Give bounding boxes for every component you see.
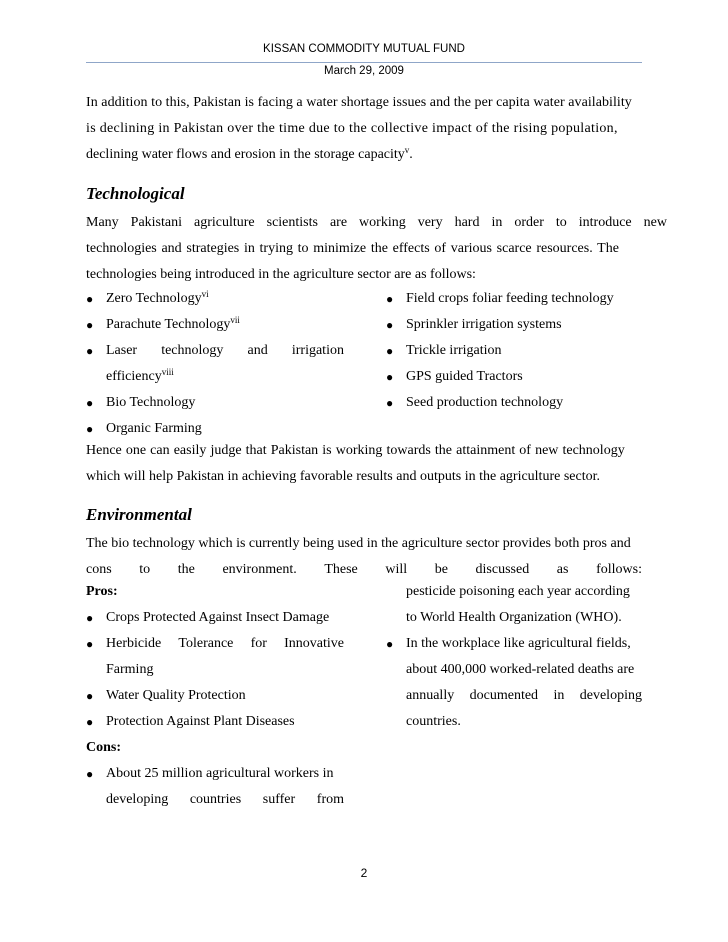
pros-cons-left-column — [86, 579, 344, 813]
tech-line-text: technologies being introduced in the agriculture sector are as follows: — [86, 267, 476, 282]
list-item-text: In the workplace like agricultural fields, — [406, 636, 631, 651]
list-item-continuation — [386, 709, 642, 735]
list-item-text: Crops Protected Against Insect Damage — [106, 610, 330, 625]
list-item-text: Bio Technology — [106, 395, 196, 410]
technology-conclusion — [86, 438, 642, 490]
list-item-text: GPS guided Tractors — [406, 369, 523, 384]
list-item-text: Parachute Technology — [106, 317, 231, 332]
cons-label: Cons: — [86, 740, 122, 755]
list-item-continuation — [386, 579, 642, 605]
list-item — [86, 390, 344, 416]
technology-list-right — [386, 286, 642, 416]
list-item-text: Field crops foliar feeding technology — [406, 291, 614, 306]
list-word: documented — [469, 688, 539, 703]
intro-line-text: declining water flows and erosion in the storage capacity — [86, 147, 405, 162]
list-item — [86, 683, 344, 709]
list-word: technology — [161, 343, 224, 358]
list-item-continuation — [86, 364, 344, 390]
list-item-text: Protection Against Plant Diseases — [106, 714, 295, 729]
list-item — [86, 286, 344, 312]
env-word: the — [177, 562, 195, 577]
list-word: and — [247, 343, 268, 358]
list-item-text: Seed production technology — [406, 395, 564, 410]
tech-line-text: Many Pakistani agriculture scientists are working very hard in order to introduce new — [86, 215, 667, 230]
bullet-icon: ● — [386, 292, 394, 306]
list-item-continuation — [386, 605, 642, 631]
intro-line — [86, 116, 642, 142]
list-item — [386, 286, 642, 312]
conclusion-line-text: Hence one can easily judge that Pakistan is working towards the attainment of new technology — [86, 443, 625, 458]
environmental-paragraph — [86, 531, 642, 583]
list-item-text: pesticide poisoning each year according — [406, 584, 630, 599]
list-item-text: Organic Farming — [106, 421, 202, 436]
bullet-icon: ● — [86, 422, 94, 436]
env-word: follows: — [596, 562, 642, 577]
env-word: will — [385, 562, 408, 577]
list-word: Laser — [106, 343, 138, 358]
tech-line — [86, 262, 642, 288]
env-word: environment. — [222, 562, 297, 577]
tech-line — [86, 236, 642, 262]
header-title: KISSAN COMMODITY MUTUAL FUND — [263, 43, 465, 55]
list-item-text: Water Quality Protection — [106, 688, 246, 703]
list-item — [386, 364, 642, 390]
env-word: be — [434, 562, 448, 577]
bullet-icon: ● — [386, 637, 394, 651]
list-item-continuation — [386, 657, 642, 683]
section-heading-technological: Technological — [86, 184, 185, 203]
footnote-ref: viii — [161, 367, 174, 377]
bullet-icon: ● — [386, 344, 394, 358]
bullet-icon: ● — [386, 396, 394, 410]
bullet-icon: ● — [86, 292, 94, 306]
list-word: developing — [579, 688, 642, 703]
footnote-ref: v — [404, 145, 410, 155]
list-word: in — [553, 688, 565, 703]
tech-line-text: technologies and strategies in trying to minimize the effects of various scarce resources. The — [86, 241, 619, 256]
bullet-icon: ● — [86, 611, 94, 625]
env-word: These — [324, 562, 358, 577]
env-word: discussed — [475, 562, 530, 577]
list-word: annually — [406, 688, 455, 703]
env-word: to — [139, 562, 151, 577]
conclusion-line-text: which will help Pakistan in achieving favorable results and outputs in the agriculture sector. — [86, 469, 600, 484]
list-word: from — [316, 792, 344, 807]
page-number: 2 — [360, 866, 368, 880]
list-item — [86, 312, 344, 338]
list-word: developing — [106, 792, 169, 807]
bullet-icon: ● — [386, 370, 394, 384]
technology-list-left — [86, 286, 344, 442]
list-item-text: About 25 million agricultural workers in — [106, 766, 334, 781]
list-item — [86, 709, 344, 735]
intro-line-text: In addition to this, Pakistan is facing a water shortage issues and the per capita water availability — [86, 95, 632, 110]
header-rule — [86, 62, 642, 63]
list-item — [86, 761, 344, 787]
intro-line-end: . — [409, 147, 413, 162]
env-word: as — [556, 562, 569, 577]
list-item — [386, 631, 642, 657]
technological-paragraph — [86, 210, 667, 288]
list-item-text: countries. — [406, 714, 461, 729]
bullet-icon: ● — [86, 715, 94, 729]
list-item-continuation — [86, 787, 344, 813]
tech-line — [86, 210, 667, 236]
conclusion-line — [86, 438, 642, 464]
list-item-text: Zero Technology — [106, 291, 202, 306]
list-item-text: Farming — [106, 662, 154, 677]
list-item-text: Trickle irrigation — [406, 343, 502, 358]
cons-right-column — [386, 579, 642, 735]
bullet-icon: ● — [86, 344, 94, 358]
bullet-icon: ● — [386, 318, 394, 332]
section-heading-environmental: Environmental — [86, 505, 192, 524]
list-word: countries — [189, 792, 242, 807]
list-word: Innovative — [284, 636, 344, 651]
footnote-ref: vi — [201, 289, 209, 299]
list-item — [86, 631, 344, 657]
list-item-text: to World Health Organization (WHO). — [406, 610, 622, 625]
pros-label: Pros: — [86, 584, 118, 599]
list-item-continuation — [86, 657, 344, 683]
env-word: cons — [86, 562, 112, 577]
intro-line-text: is declining in Pakistan over the time due to the collective impact of the rising population, — [86, 121, 618, 136]
list-item — [386, 338, 642, 364]
list-item-text: Sprinkler irrigation systems — [406, 317, 562, 332]
list-word: Herbicide — [106, 636, 162, 651]
intro-paragraph — [86, 90, 642, 168]
env-line-text: The bio technology which is currently being used in the agriculture sector provides both pros and — [86, 536, 631, 551]
bullet-icon: ● — [86, 689, 94, 703]
list-item-text: efficiency — [106, 369, 162, 384]
list-item — [86, 605, 344, 631]
list-item — [386, 390, 642, 416]
footnote-ref: vii — [230, 315, 240, 325]
bullet-icon: ● — [86, 318, 94, 332]
env-line — [86, 531, 642, 557]
list-item-continuation — [386, 683, 642, 709]
conclusion-line — [86, 464, 642, 490]
intro-line — [86, 142, 642, 168]
list-item — [386, 312, 642, 338]
list-word: for — [250, 636, 267, 651]
list-word: irrigation — [291, 343, 344, 358]
bullet-icon: ● — [86, 637, 94, 651]
list-item — [86, 338, 344, 364]
intro-line — [86, 90, 642, 116]
bullet-icon: ● — [86, 767, 94, 781]
list-item-text: about 400,000 worked-related deaths are — [406, 662, 635, 677]
list-word: Tolerance — [178, 636, 234, 651]
list-word: suffer — [262, 792, 296, 807]
header-date: March 29, 2009 — [324, 65, 404, 77]
bullet-icon: ● — [86, 396, 94, 410]
